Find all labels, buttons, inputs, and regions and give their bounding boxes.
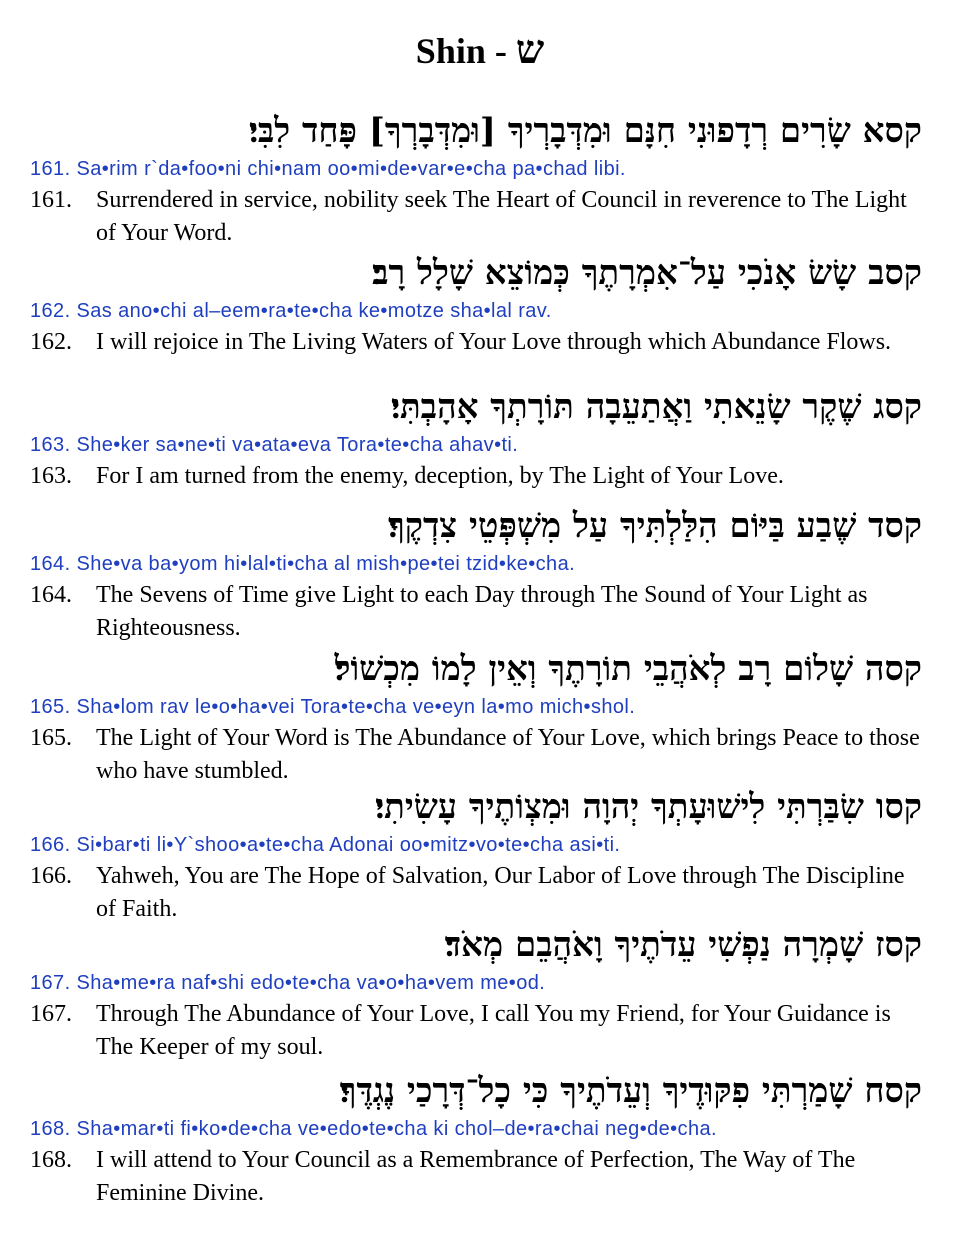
- english-text: Yahweh, You are The Hope of Salvation, Our Labor of Love through The Discipline of Faith.: [96, 863, 905, 922]
- verse-number: 162.: [30, 329, 72, 355]
- verse-166: [0, 784, 960, 926]
- hebrew-text: קסג שֶׁקֶר שָׂנֵאתִי וַאֲתַעֵבָה תּוֹרָתְךָ אָהָבְתִּי׃: [391, 387, 922, 427]
- hebrew-text: קסח שָׁמַרְתִּי פִקּוּדֶיךָ וְעֵדֹתֶיךָ כִּי כָל־דְּרָכַי נֶגְדֶּךָ׃: [339, 1071, 922, 1111]
- hebrew-line: [0, 646, 960, 692]
- verse-163: [0, 384, 960, 493]
- english-text: I will attend to Your Council as a Remembrance of Perfection, The Way of The Feminine Divine.: [96, 1147, 856, 1206]
- english-line: [0, 860, 926, 926]
- verse-number: 165.: [30, 725, 72, 751]
- transliteration-line: 167. Sha•me•ra naf•shi edo•te•cha va•o•ha•vem me•od.: [30, 972, 546, 994]
- transliteration-line: 163. She•ker sa•ne•ti va•ata•eva Tora•te•cha ahav•ti.: [30, 434, 519, 456]
- hebrew-text: קסד שֶׁבַע בַּיּוֹם הִלַּלְתִּיךָ עַל מִשְׁפְּטֵי צִדְקֶךָ׃: [388, 506, 922, 546]
- verse-number: 167.: [30, 1001, 72, 1027]
- title-hebrew-letter: ש: [515, 26, 545, 73]
- verse-167: [0, 922, 960, 1064]
- title-text: Shin -: [415, 31, 516, 71]
- english-line: [0, 184, 926, 250]
- english-line: [0, 722, 926, 788]
- hebrew-text: קסה שָׁלוֹם רָב לְאֹהֲבֵי תוֹרָתֶךָ וְאֵין לָמוֹ מִכְשׁוֹל׃: [334, 649, 922, 689]
- verse-number: 168.: [30, 1147, 72, 1173]
- verse-161: [0, 108, 960, 250]
- verse-number: 161.: [30, 187, 72, 213]
- verse-165: [0, 646, 960, 788]
- english-text: The Sevens of Time give Light to each Day through The Sound of Your Light as Righteousness.: [96, 582, 868, 641]
- english-line: [0, 1144, 926, 1210]
- hebrew-line: [0, 250, 960, 296]
- hebrew-text: קסב שָׂשׂ אָנֹכִי עַל־אִמְרָתֶךָ כְּמוֹצֵא שָׁלָל רָב׃: [372, 253, 922, 293]
- english-line: [0, 326, 926, 359]
- hebrew-text: קסו שִׂבַּרְתִּי לִישׁוּעָתְךָ יְהוָה וּמִצְוֹתֶיךָ עָשִׂיתִי׃: [375, 787, 922, 827]
- english-text: Surrendered in service, nobility seek The Heart of Council in reverence to The Light of Your Word.: [96, 187, 907, 246]
- english-line: [0, 579, 926, 645]
- transliteration-line: 164. She•va ba•yom hi•lal•ti•cha al mish•pe•tei tzid•ke•cha.: [30, 553, 576, 575]
- verse-162: [0, 250, 960, 359]
- hebrew-line: [0, 1068, 960, 1114]
- transliteration-line: 161. Sa•rim r`da•foo•ni chi•nam oo•mi•de•var•e•cha pa•chad libi.: [30, 158, 626, 180]
- english-text: The Light of Your Word is The Abundance of Your Love, which brings Peace to those who have stumbled.: [96, 725, 920, 784]
- english-line: [0, 460, 926, 493]
- verse-number: 166.: [30, 863, 72, 889]
- hebrew-line: [0, 503, 960, 549]
- hebrew-text: קסז שָׁמְרָה נַפְשִׁי עֵדֹתֶיךָ וָאֹהֲבֵם מְאֹד׃: [444, 925, 922, 965]
- transliteration-line: 162. Sas ano•chi al–eem•ra•te•cha ke•motze sha•lal rav.: [30, 300, 552, 322]
- hebrew-line: [0, 384, 960, 430]
- transliteration-line: 168. Sha•mar•ti fi•ko•de•cha ve•edo•te•cha ki chol–de•ra•chai neg•de•cha.: [30, 1118, 717, 1140]
- english-text: For I am turned from the enemy, deception, by The Light of Your Love.: [96, 463, 784, 489]
- verse-number: 163.: [30, 463, 72, 489]
- hebrew-text: קסא שָׂרִים רְדָפוּנִי חִנָּם וּמִדְּבָרְיךָ [וּמִדְּבָרְךָ] פָּחַד לִבִּי׃: [249, 111, 922, 151]
- english-text: I will rejoice in The Living Waters of Your Love through which Abundance Flows.: [96, 329, 892, 355]
- verse-168: [0, 1068, 960, 1210]
- hebrew-line: [0, 922, 960, 968]
- english-text: Through The Abundance of Your Love, I call You my Friend, for Your Guidance is The Keeper of my soul.: [96, 1001, 891, 1060]
- page-title: [0, 24, 960, 77]
- verse-164: [0, 503, 960, 645]
- transliteration-line: 165. Sha•lom rav le•o•ha•vei Tora•te•cha ve•eyn la•mo mich•shol.: [30, 696, 636, 718]
- hebrew-line: [0, 108, 960, 154]
- hebrew-line: [0, 784, 960, 830]
- verse-number: 164.: [30, 582, 72, 608]
- english-line: [0, 998, 926, 1064]
- transliteration-line: 166. Si•bar•ti li•Y`shoo•a•te•cha Adonai oo•mitz•vo•te•cha asi•ti.: [30, 834, 621, 856]
